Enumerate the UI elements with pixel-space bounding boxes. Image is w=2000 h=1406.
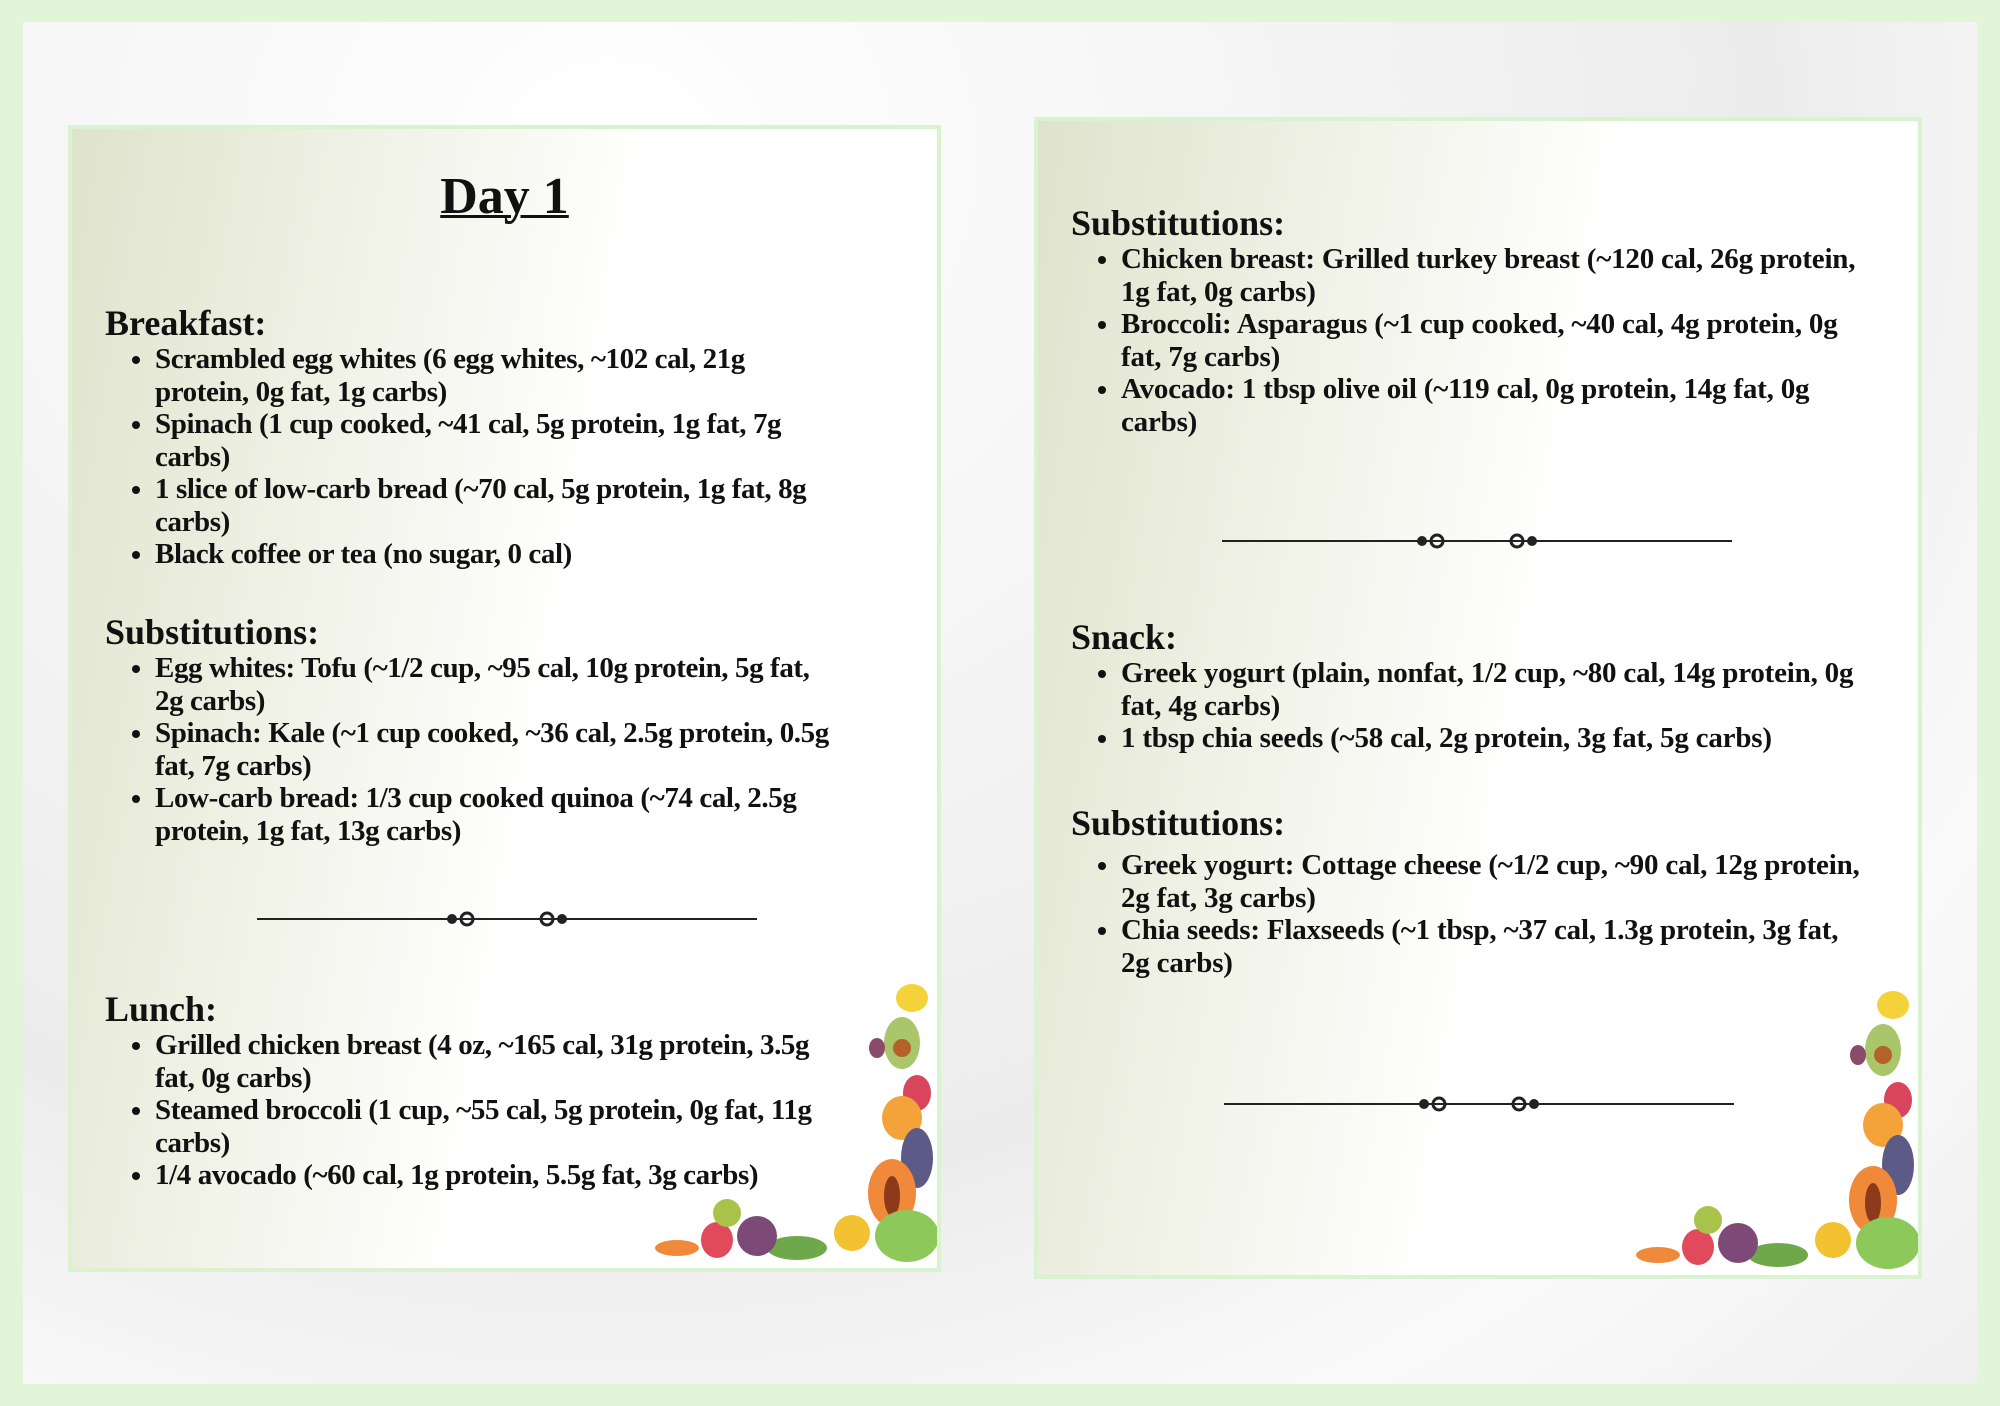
fruit-border-illustration (1618, 975, 1918, 1275)
list-item: • 1/4 avocado (~60 cal, 1g protein, 5.5g fat, 3g carbs) (155, 1159, 835, 1192)
substitutions-heading: Substitutions: (105, 612, 320, 652)
fruit-border-illustration (637, 968, 937, 1268)
list-item: • 1 slice of low-carb bread (~70 cal, 5g protein, 1g fat, 8g carbs) (155, 473, 835, 538)
day-1-card-right (1034, 117, 1922, 1279)
breakfast-substitutions-section (105, 612, 835, 847)
list-item: • Broccoli: Asparagus (~1 cup cooked, ~40 cal, 4g protein, 0g fat, 7g carbs) (1121, 308, 1861, 373)
day-1-card-left (68, 125, 941, 1272)
snack-heading: Snack: (1071, 617, 1178, 657)
page-title: Day 1 (440, 168, 569, 225)
list-item: • Spinach: Kale (~1 cup cooked, ~36 cal, 2.5g protein, 0.5g fat, 7g carbs) (155, 717, 835, 782)
list-item: • Scrambled egg whites (6 egg whites, ~102 cal, 21g protein, 0g fat, 1g carbs) (155, 343, 835, 408)
ornamental-divider (1222, 531, 1732, 551)
list-item: • Chia seeds: Flaxseeds (~1 tbsp, ~37 cal, 1.3g protein, 3g fat, 2g carbs) (1121, 914, 1861, 979)
lunch-heading: Lunch: (105, 989, 218, 1029)
list-item: • Greek yogurt (plain, nonfat, 1/2 cup, ~80 cal, 14g protein, 0g fat, 4g carbs) (1121, 657, 1861, 722)
list-item: • Low-carb bread: 1/3 cup cooked quinoa (~74 cal, 2.5g protein, 1g fat, 13g carbs) (155, 782, 835, 847)
list-item: • Avocado: 1 tbsp olive oil (~119 cal, 0g protein, 14g fat, 0g carbs) (1121, 373, 1861, 438)
list-item: • Grilled chicken breast (4 oz, ~165 cal, 31g protein, 3.5g fat, 0g carbs) (155, 1029, 835, 1094)
ornamental-divider (257, 909, 757, 929)
list-item: • Spinach (1 cup cooked, ~41 cal, 5g protein, 1g fat, 7g carbs) (155, 408, 835, 473)
substitutions-heading: Substitutions: (1071, 803, 1286, 843)
lunch-substitutions-section (1071, 203, 1861, 438)
list-item: • Greek yogurt: Cottage cheese (~1/2 cup, ~90 cal, 12g protein, 2g fat, 3g carbs) (1121, 849, 1861, 914)
list-item: • Steamed broccoli (1 cup, ~55 cal, 5g protein, 0g fat, 11g carbs) (155, 1094, 835, 1159)
list-item: • Egg whites: Tofu (~1/2 cup, ~95 cal, 10g protein, 5g fat, 2g carbs) (155, 652, 835, 717)
breakfast-section (105, 303, 835, 571)
list-item: • 1 tbsp chia seeds (~58 cal, 2g protein, 3g fat, 5g carbs) (1121, 722, 1861, 755)
substitutions-heading: Substitutions: (1071, 203, 1286, 243)
list-item: • Black coffee or tea (no sugar, 0 cal) (155, 538, 835, 571)
snack-substitutions-section (1071, 803, 1861, 979)
breakfast-heading: Breakfast: (105, 303, 267, 343)
snack-section (1071, 617, 1861, 755)
list-item: • Chicken breast: Grilled turkey breast (~120 cal, 26g protein, 1g fat, 0g carbs) (1121, 243, 1861, 308)
